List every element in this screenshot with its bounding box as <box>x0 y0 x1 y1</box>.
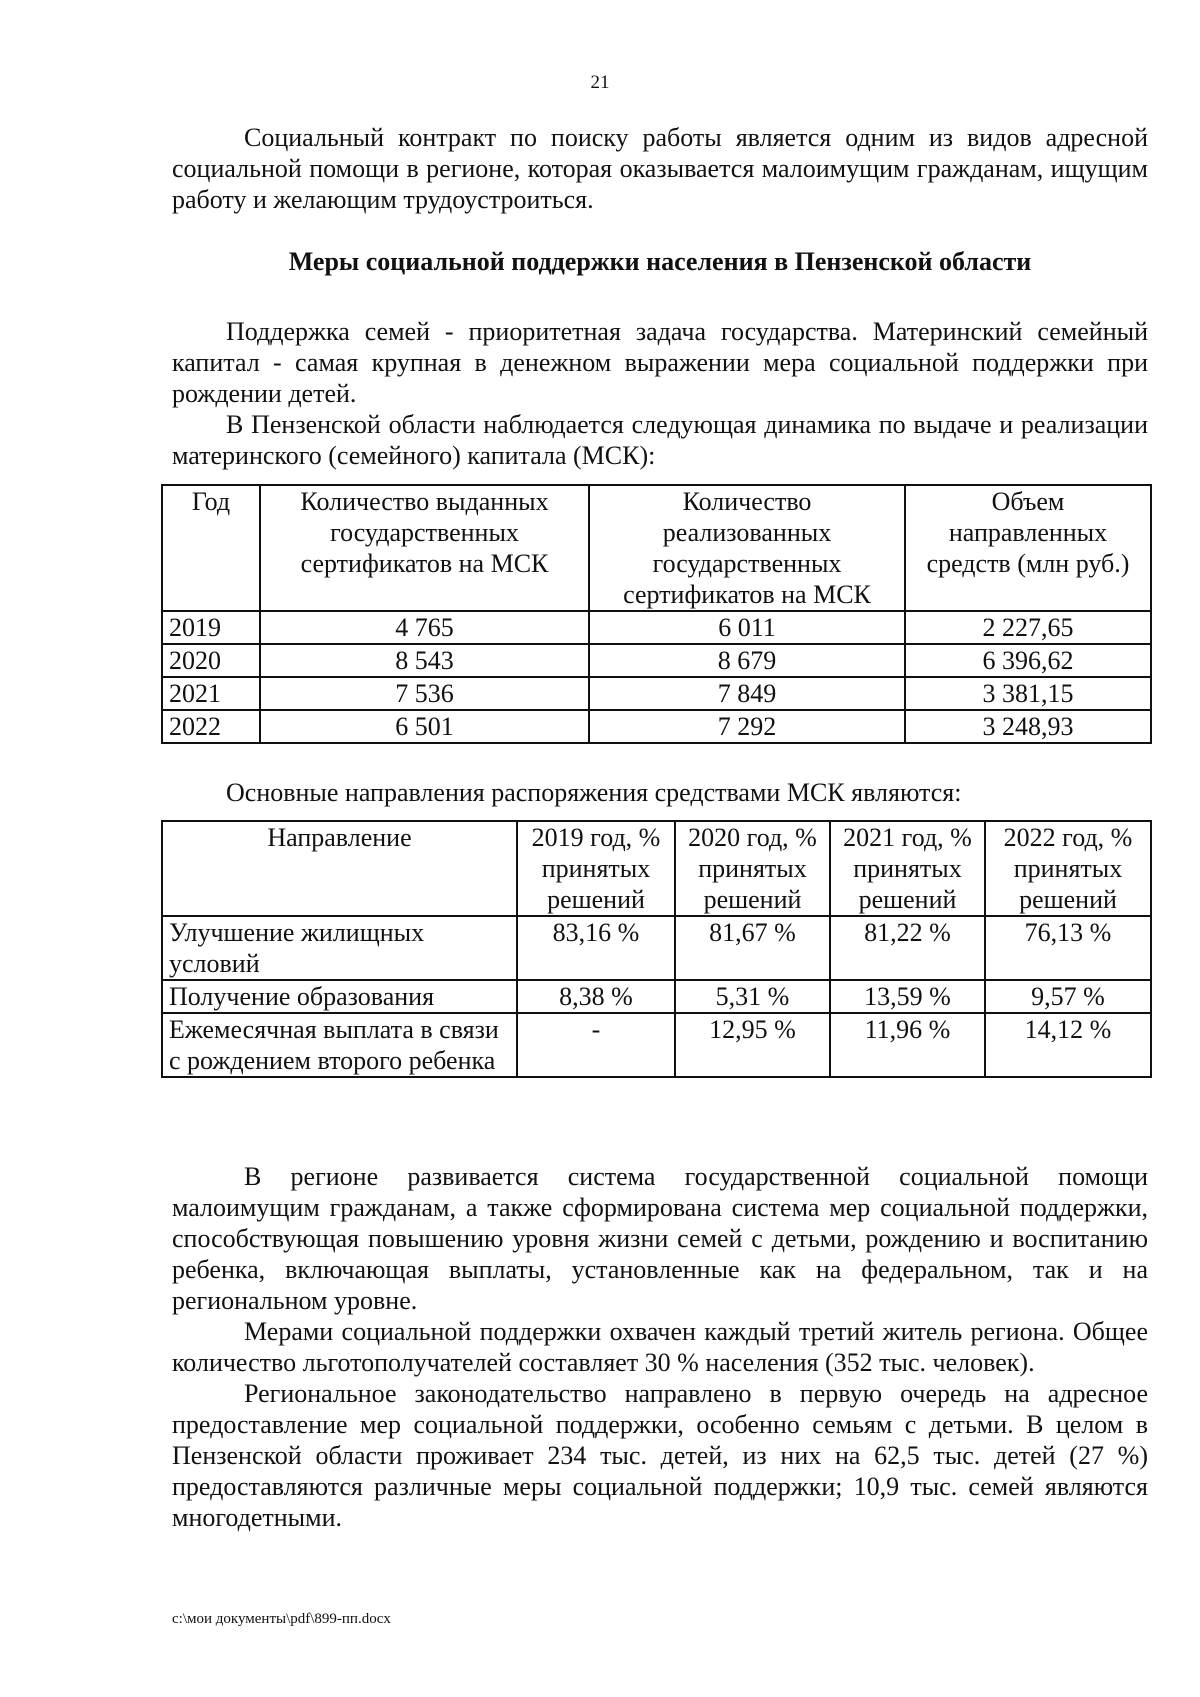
cell-volume: 6 396,62 <box>905 644 1151 677</box>
paragraph-social-assistance: В регионе развивается система государственной социальной помощи малоимущим гражданам, а также сформирована система мер социальной поддержки, способствующая повышению уровня жизни семей с детьми, рождению и воспитанию ребенка, включающая выплаты, установленные как на федеральном, так и на региональном уровне. <box>172 1162 1148 1315</box>
cell-volume: 3 381,15 <box>905 677 1151 710</box>
cell-volume: 3 248,93 <box>905 710 1151 743</box>
cell-realized: 6 011 <box>589 611 905 644</box>
cell-issued: 7 536 <box>260 677 589 710</box>
msk-certificates-table <box>161 484 1152 744</box>
header-realized: Количество реализованных государственных сертификатов на МСК <box>589 485 905 611</box>
table-row <box>162 916 1151 980</box>
table-row <box>162 611 1151 644</box>
header-volume: Объем направленных средств (млн руб.) <box>905 485 1151 611</box>
header-2020: 2020 год, % принятых решений <box>675 821 830 916</box>
header-2021: 2021 год, % принятых решений <box>830 821 985 916</box>
cell-2020: 81,67 % <box>675 916 830 980</box>
paragraph-regional-law: Региональное законодательство направлено в первую очередь на адресное предоставление мер социальной поддержки, особенно семьям с детьми. В целом в Пензенской области проживает 234 тыс. детей, из них на 62,5 тыс. детей (27 %) предоставляются различные меры социальной поддержки; 10,9 тыс. семей являются многодетными. <box>172 1379 1148 1532</box>
cell-year: 2019 <box>162 611 260 644</box>
table2-intro: Основные направления распоряжения средствами МСК являются: <box>226 778 962 807</box>
header-year: Год <box>162 485 260 611</box>
table-row <box>162 644 1151 677</box>
cell-direction: Ежемесячная выплата в связи с рождением второго ребенка <box>162 1013 517 1077</box>
cell-issued: 8 543 <box>260 644 589 677</box>
cell-realized: 8 679 <box>589 644 905 677</box>
header-2019: 2019 год, % принятых решений <box>517 821 675 916</box>
header-direction: Направление <box>162 821 517 916</box>
table-header-row <box>162 485 1151 611</box>
cell-volume: 2 227,65 <box>905 611 1151 644</box>
cell-2021: 13,59 % <box>830 980 985 1013</box>
footer-file-path: c:\мои документы\pdf\899-пп.docx <box>172 1611 391 1627</box>
intro-block <box>172 122 1148 215</box>
msk-directions-table <box>161 820 1152 1078</box>
cell-direction: Получение образования <box>162 980 517 1013</box>
cell-2019: 8,38 % <box>517 980 675 1013</box>
cell-2022: 76,13 % <box>985 916 1151 980</box>
cell-issued: 4 765 <box>260 611 589 644</box>
table-row <box>162 710 1151 743</box>
table-header-row <box>162 821 1151 916</box>
cell-2020: 12,95 % <box>675 1013 830 1077</box>
paragraph-beneficiaries: Мерами социальной поддержки охвачен каждый третий житель региона. Общее количество льготополучателей составляет 30 % населения (352 тыс. человек). <box>172 1317 1148 1377</box>
cell-2020: 5,31 % <box>675 980 830 1013</box>
table-row <box>162 980 1151 1013</box>
cell-year: 2021 <box>162 677 260 710</box>
cell-2021: 81,22 % <box>830 916 985 980</box>
cell-2019: 83,16 % <box>517 916 675 980</box>
cell-issued: 6 501 <box>260 710 589 743</box>
cell-realized: 7 292 <box>589 710 905 743</box>
cell-realized: 7 849 <box>589 677 905 710</box>
paragraph-msk-dynamics: В Пензенской области наблюдается следующая динамика по выдаче и реализации материнского (семейного) капитала (МСК): <box>172 410 1148 470</box>
cell-2019: - <box>517 1013 675 1077</box>
cell-direction: Улучшение жилищных условий <box>162 916 517 980</box>
cell-2022: 9,57 % <box>985 980 1151 1013</box>
paragraph-family-support: Поддержка семей - приоритетная задача государства. Материнский семейный капитал - самая крупная в денежном выражении мера социальной поддержки при рождении детей. <box>172 317 1148 408</box>
section-heading: Меры социальной поддержки населения в Пензенской области <box>288 247 1032 276</box>
cell-2022: 14,12 % <box>985 1013 1151 1077</box>
header-issued: Количество выданных государственных сертификатов на МСК <box>260 485 589 611</box>
cell-year: 2022 <box>162 710 260 743</box>
pre-table-block <box>172 316 1148 471</box>
cell-year: 2020 <box>162 644 260 677</box>
intro-paragraph: Социальный контракт по поиску работы является одним из видов адресной социальной помощи в регионе, которая оказывается малоимущим гражданам, ищущим работу и желающим трудоустроиться. <box>172 123 1148 214</box>
table-row <box>162 677 1151 710</box>
cell-2021: 11,96 % <box>830 1013 985 1077</box>
table2-intro-block <box>172 777 1148 808</box>
post-table-block <box>172 1161 1148 1533</box>
page-number: 21 <box>590 72 610 93</box>
table-row <box>162 1013 1151 1077</box>
header-2022: 2022 год, % принятых решений <box>985 821 1151 916</box>
